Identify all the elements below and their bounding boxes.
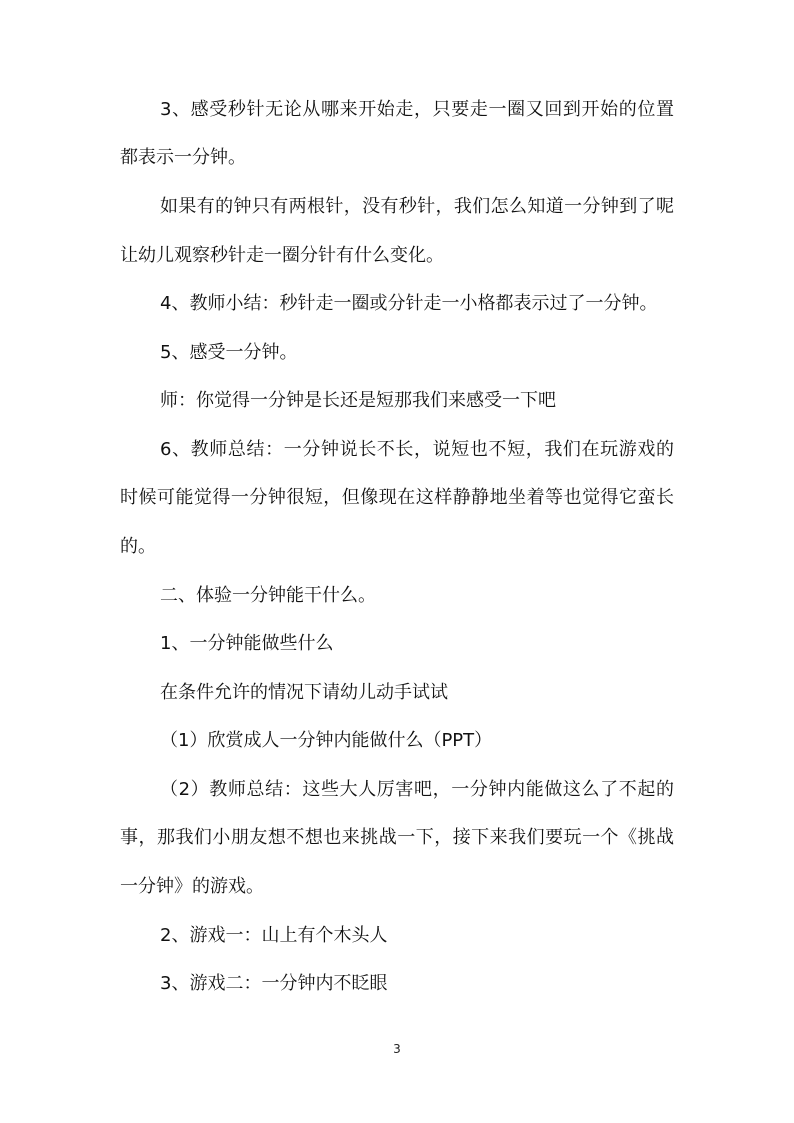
text-line: 让幼儿观察秒针走一圈分针有什么变化。	[120, 245, 444, 266]
text-line: 3、游戏二：一分钟内不眨眼	[160, 973, 388, 994]
text-line: 在条件允许的情况下请幼儿动手试试	[160, 682, 448, 703]
text-line: 师：你觉得一分钟是长还是短那我们来感受一下吧	[160, 390, 556, 411]
text-line: 时候可能觉得一分钟很短，但像现在这样静静地坐着等也觉得它蛮长	[120, 487, 674, 508]
text-line: 6、教师总结：一分钟说长不长，说短也不短，我们在玩游戏的	[160, 439, 674, 460]
page-number: 3	[393, 1042, 401, 1056]
text-line: 1、一分钟能做些什么	[160, 633, 334, 654]
text-line: 5、感受一分钟。	[160, 342, 298, 363]
text-line: 一分钟》的游戏。	[120, 876, 264, 897]
text-line: 4、教师小结：秒针走一圈或分针走一小格都表示过了一分钟。	[160, 293, 658, 314]
text-line: 都表示一分钟。	[120, 147, 246, 168]
text-line: 2、游戏一：山上有个木头人	[160, 925, 388, 946]
text-line: 二、体验一分钟能干什么。	[160, 585, 376, 606]
text-line: （1）欣赏成人一分钟内能做什么（PPT）	[160, 730, 493, 751]
text-line: （2）教师总结：这些大人厉害吧，一分钟内能做这么了不起的	[160, 779, 674, 800]
text-line: 事，那我们小朋友想不想也来挑战一下，接下来我们要玩一个《挑战	[120, 827, 674, 848]
text-line: 3、感受秒针无论从哪来开始走，只要走一圈又回到开始的位置	[160, 99, 674, 120]
text-line: 如果有的钟只有两根针，没有秒针，我们怎么知道一分钟到了呢	[160, 196, 674, 217]
text-line: 的。	[120, 536, 156, 557]
